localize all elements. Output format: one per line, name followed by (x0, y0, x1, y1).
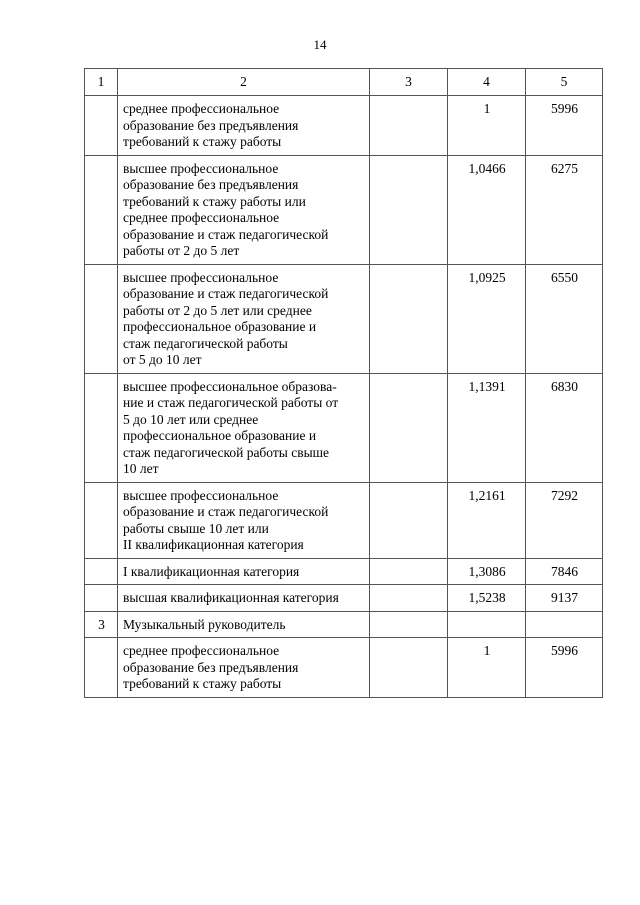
description-line: высшая квалификационная категория (123, 590, 339, 605)
requirement-description (118, 638, 370, 698)
column-3-cell (370, 638, 448, 698)
requirement-description (118, 558, 370, 585)
description-line: требований к стажу работы или (123, 193, 306, 209)
description-line: высшее профессиональное (123, 487, 279, 503)
requirement-description (118, 264, 370, 373)
description-line: стаж педагогической работы свыше (123, 444, 330, 460)
description-line: от 5 до 10 лет (123, 352, 202, 367)
description-line: I квалификационная категория (123, 563, 300, 579)
table-row (85, 585, 603, 612)
requirement-description (118, 373, 370, 482)
description-line: образование и стаж педагогической (123, 504, 329, 519)
coefficient-cell: 1,2161 (448, 482, 526, 558)
requirement-description (118, 585, 370, 612)
column-3-cell (370, 611, 448, 638)
row-number (85, 558, 118, 585)
column-3-cell (370, 585, 448, 612)
table-row (85, 155, 603, 264)
salary-cell: 5996 (526, 638, 603, 698)
salary-cell: 5996 (526, 96, 603, 156)
column-3-cell (370, 155, 448, 264)
description-line: работы свыше 10 лет или (123, 520, 269, 536)
row-number: 3 (85, 611, 118, 638)
header-col-4: 4 (448, 69, 526, 96)
description-line: образование и стаж педагогической (123, 226, 329, 242)
page-number: 14 (313, 37, 327, 52)
description-line: образование и стаж педагогической (123, 286, 329, 301)
coefficient-cell: 1 (448, 638, 526, 698)
table-row (85, 558, 603, 585)
table-row (85, 611, 603, 638)
salary-table (84, 68, 603, 698)
description-line: 10 лет (123, 461, 159, 476)
description-line: высшее профессиональное (123, 269, 279, 285)
description-line: работы от 2 до 5 лет или среднее (123, 302, 312, 318)
row-number (85, 585, 118, 612)
row-number (85, 96, 118, 156)
column-3-cell (370, 482, 448, 558)
table-header (85, 69, 603, 96)
description-line: ние и стаж педагогической работы от (123, 395, 339, 410)
coefficient-cell: 1 (448, 96, 526, 156)
salary-cell: 6550 (526, 264, 603, 373)
description-line: высшее профессиональное (123, 160, 279, 176)
column-3-cell (370, 96, 448, 156)
requirement-description (118, 96, 370, 156)
description-line: среднее профессиональное (123, 101, 280, 116)
description-line: образование без предъявления (123, 177, 299, 192)
salary-cell: 6275 (526, 155, 603, 264)
description-line: стаж педагогической работы (123, 335, 288, 351)
coefficient-cell: 1,1391 (448, 373, 526, 482)
description-line: образование без предъявления (123, 117, 299, 133)
row-number (85, 373, 118, 482)
description-line: требований к стажу работы (123, 134, 282, 149)
description-line: среднее профессиональное (123, 210, 280, 225)
coefficient-cell: 1,0466 (448, 155, 526, 264)
table-row (85, 96, 603, 156)
coefficient-cell (448, 611, 526, 638)
salary-cell: 7292 (526, 482, 603, 558)
requirement-description (118, 482, 370, 558)
description-line: профессиональное образование и (123, 319, 317, 334)
coefficient-cell: 1,3086 (448, 558, 526, 585)
description-line: профессиональное образование и (123, 428, 317, 443)
description-line: работы от 2 до 5 лет (123, 243, 240, 258)
salary-cell: 9137 (526, 585, 603, 612)
column-3-cell (370, 373, 448, 482)
description-line: 5 до 10 лет или среднее (123, 411, 259, 427)
header-col-2: 2 (118, 69, 370, 96)
row-number (85, 482, 118, 558)
description-line: образование без предъявления (123, 659, 299, 675)
description-line: среднее профессиональное (123, 643, 280, 658)
description-line: высшее профессиональное образова- (123, 378, 337, 394)
coefficient-cell: 1,5238 (448, 585, 526, 612)
row-number (85, 264, 118, 373)
description-line: требований к стажу работы (123, 676, 282, 691)
row-number (85, 638, 118, 698)
coefficient-cell: 1,0925 (448, 264, 526, 373)
column-3-cell (370, 264, 448, 373)
table-row (85, 373, 603, 482)
salary-cell (526, 611, 603, 638)
header-col-3: 3 (370, 69, 448, 96)
salary-cell: 7846 (526, 558, 603, 585)
header-col-1: 1 (85, 69, 118, 96)
table-body (85, 96, 603, 698)
table-row (85, 638, 603, 698)
header-row (85, 69, 603, 96)
description-line: Музыкальный руководитель (123, 616, 286, 632)
requirement-description (118, 611, 370, 638)
column-3-cell (370, 558, 448, 585)
requirement-description (118, 155, 370, 264)
row-number (85, 155, 118, 264)
table-row (85, 482, 603, 558)
salary-cell: 6830 (526, 373, 603, 482)
header-col-5: 5 (526, 69, 603, 96)
description-line: II квалификационная категория (123, 537, 304, 552)
table-row (85, 264, 603, 373)
